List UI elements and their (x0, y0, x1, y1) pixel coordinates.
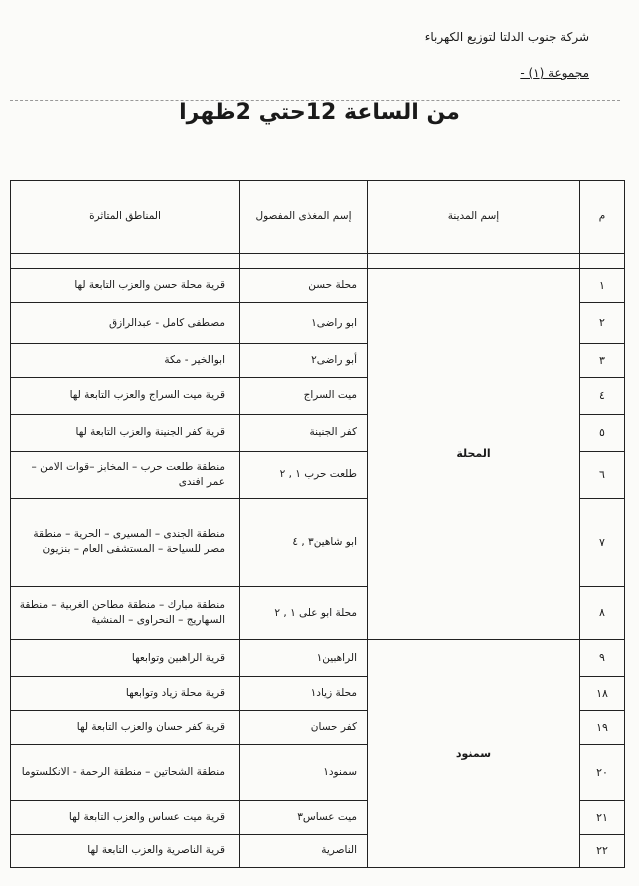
spacer-row (11, 254, 625, 269)
table-body (11, 254, 625, 868)
row-number: ٢١ (580, 801, 625, 835)
affected-areas-cell: مصطفى كامل - عبدالرازق (11, 303, 240, 344)
column-header-areas: المناطق المتاثرة (11, 181, 240, 254)
group-label: مجموعة (١) - (520, 66, 589, 80)
feeder-cell: ميت السراج (240, 378, 368, 415)
row-number: ٢٢ (580, 835, 625, 868)
column-header-number: م (580, 181, 625, 254)
affected-areas-cell: قرية ميت عساس والعزب التابعة لها (11, 801, 240, 835)
row-number: ٧ (580, 498, 625, 586)
feeder-cell: ابو راضى١ (240, 303, 368, 344)
table-row (11, 269, 625, 303)
feeder-cell: محلة حسن (240, 269, 368, 303)
city-cell: سمنود (368, 640, 580, 868)
row-number: ٦ (580, 451, 625, 498)
row-number: ٩ (580, 640, 625, 677)
column-header-feeder: إسم المغذى المفصول (240, 181, 368, 254)
affected-areas-cell: ابوالخير - مكة (11, 344, 240, 378)
feeder-cell: كفر الجنينة (240, 414, 368, 451)
feeder-cell: ميت عساس٣ (240, 801, 368, 835)
affected-areas-cell: قرية محلة زياد وتوابعها (11, 677, 240, 711)
feeder-cell: الراهبين١ (240, 640, 368, 677)
row-number: ١٨ (580, 677, 625, 711)
feeder-cell: محلة ابو على ١ , ٢ (240, 587, 368, 640)
affected-areas-cell: منطقة مبارك – منطقة مطاحن الغربية – منطقة السهاريج – النحراوى – المنشية (11, 587, 240, 640)
row-number: ٢٠ (580, 744, 625, 800)
feeder-cell: محلة زياد١ (240, 677, 368, 711)
column-header-city: إسم المدينة (368, 181, 580, 254)
feeder-cell: طلعت حرب ١ , ٢ (240, 451, 368, 498)
city-cell: المحلة (368, 269, 580, 640)
row-number: ١ (580, 269, 625, 303)
schedule-title: من الساعة 12حتي 2ظهرا (179, 100, 460, 125)
table-header-row (11, 181, 625, 254)
affected-areas-cell: منطقة الجندى – المسيرى – الحرية – منطقة مصر للسياحة – المستشفى العام – بنزيون (11, 498, 240, 586)
affected-areas-cell: منطقة الشحاتين – منطقة الرحمة - الانكلستوما (11, 744, 240, 800)
feeder-cell: ابو شاهين٣ , ٤ (240, 498, 368, 586)
row-number: ١٩ (580, 711, 625, 745)
feeder-cell: سمنود١ (240, 744, 368, 800)
feeder-cell: الناصرية (240, 835, 368, 868)
outage-table (10, 180, 625, 868)
outage-table-wrapper (10, 180, 624, 868)
affected-areas-cell: قرية كفر حسان والعزب التابعة لها (11, 711, 240, 745)
company-name: شركة جنوب الدلتا لتوزيع الكهرباء (424, 30, 589, 44)
affected-areas-cell: منطقة طلعت حرب – المخابز –قوات الامن – عمر افندى (11, 451, 240, 498)
row-number: ٨ (580, 587, 625, 640)
row-number: ٣ (580, 344, 625, 378)
affected-areas-cell: قرية محلة حسن والعزب التابعة لها (11, 269, 240, 303)
affected-areas-cell: قرية ميت السراج والعزب التابعة لها (11, 378, 240, 415)
table-row (11, 640, 625, 677)
affected-areas-cell: قرية الراهبين وتوابعها (11, 640, 240, 677)
row-number: ٢ (580, 303, 625, 344)
feeder-cell: كفر حسان (240, 711, 368, 745)
affected-areas-cell: قرية كفر الجنينة والعزب التابعة لها (11, 414, 240, 451)
affected-areas-cell: قرية الناصرية والعزب التابعة لها (11, 835, 240, 868)
row-number: ٤ (580, 378, 625, 415)
row-number: ٥ (580, 414, 625, 451)
feeder-cell: أبو راضى٢ (240, 344, 368, 378)
